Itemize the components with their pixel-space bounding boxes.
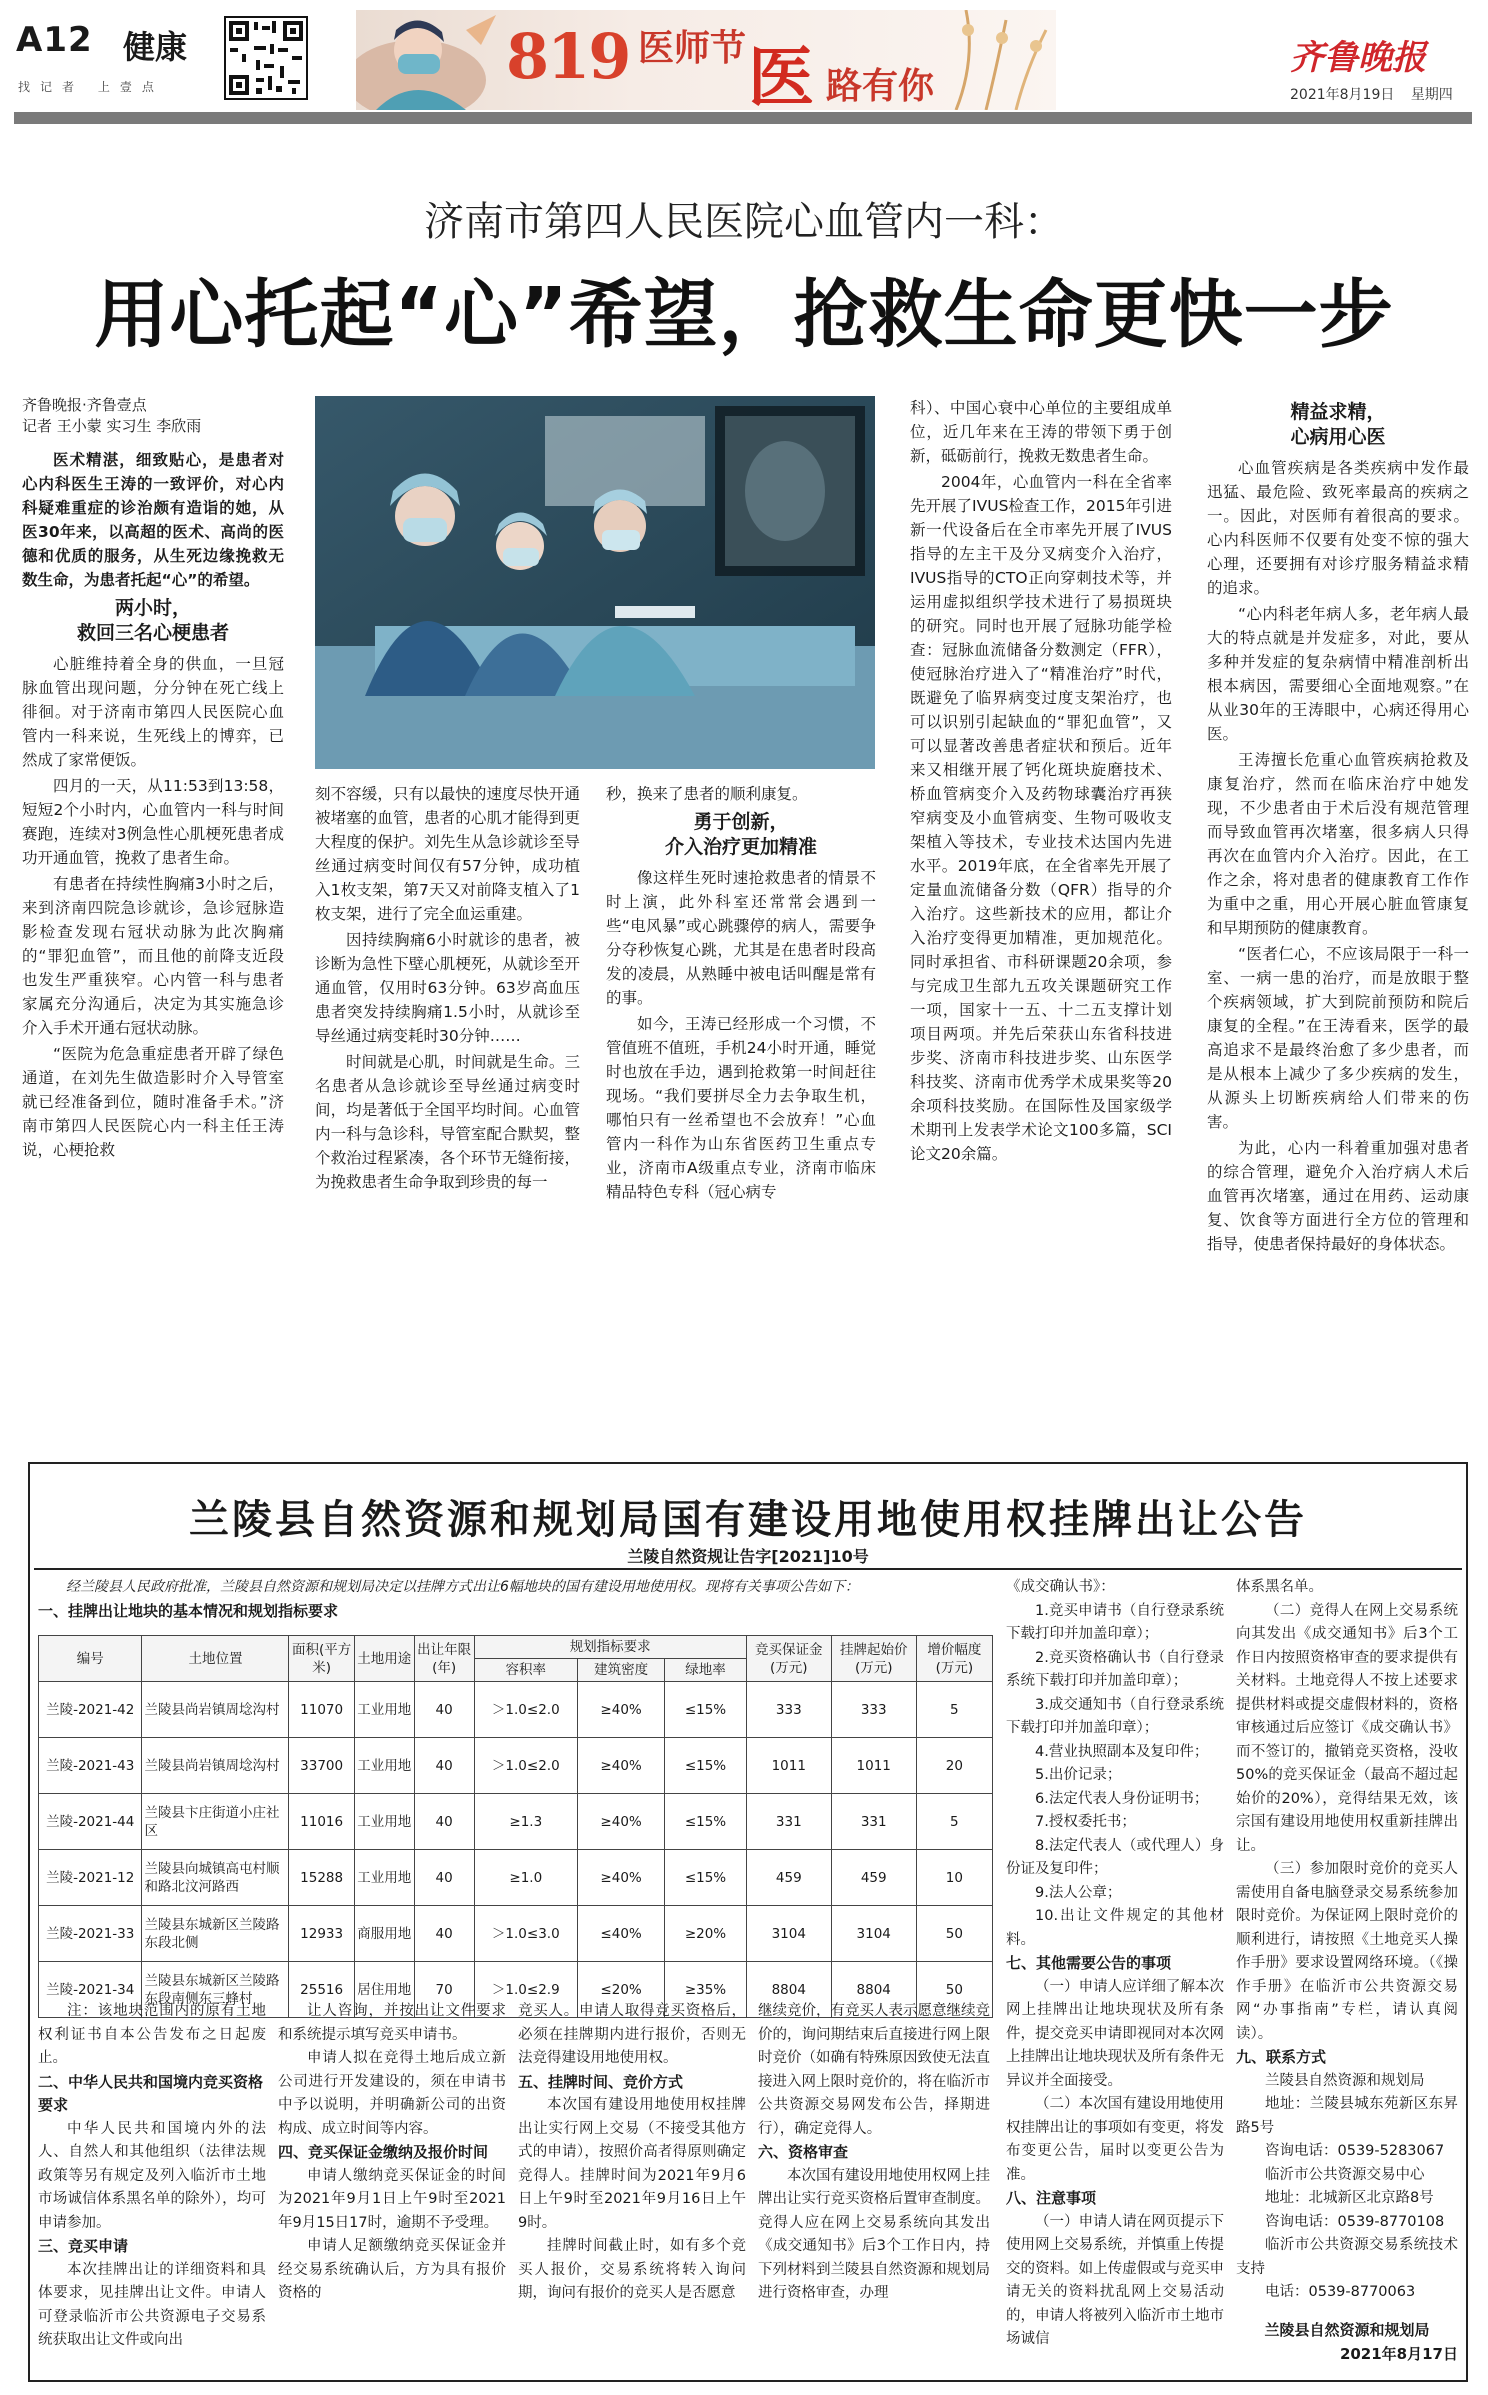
table-cell: 商服用地	[354, 1906, 414, 1962]
banner-text-doctor-day: 医师节	[638, 27, 747, 69]
ad-paragraph: 本次挂牌出让的详细资料和具体要求，见挂牌出让文件。申请人可登录临沂市公共资源电子交易系统获取出让文件或向出	[38, 2261, 266, 2348]
table-cell: ≥40%	[578, 1794, 665, 1850]
ad-paragraph: 本次国有建设用地使用权网上挂牌出让实行竞买资格后置审查制度。竞得人应在网上交易系统向其发出《成交通知书》后3个工作日内，持下列材料到兰陵县自然资源和规划局进行资格审查，办理	[758, 2167, 990, 2301]
byline	[22, 395, 292, 437]
table-cell: 10	[916, 1850, 992, 1906]
ad-paragraph: 申请人缴纳竞买保证金的时间为2021年9月1日上午9时至2021年9月15日17时，逾期不予受理。	[278, 2167, 506, 2231]
announcement-title: 兰陵县自然资源和规划局国有建设用地使用权挂牌出让公告	[189, 1497, 1307, 1543]
table-cell: 11016	[289, 1794, 354, 1850]
table-cell: 工业用地	[354, 1850, 414, 1906]
table-cell: 33700	[289, 1738, 354, 1794]
section1-heading: 一、挂牌出让地块的基本情况和规划指标要求	[38, 1601, 339, 1620]
table-cell: ≥20%	[665, 1906, 747, 1962]
table-cell: 331	[831, 1794, 916, 1850]
ad-paragraph: 6.法定代表人身份证明书；	[1035, 1790, 1209, 1807]
table-cell: 兰陵县尚岩镇周埝沟村	[142, 1682, 289, 1738]
table-cell: 8804	[831, 1962, 916, 2018]
ad-paragraph: 7.授权委托书；	[1035, 1814, 1136, 1830]
ad-paragraph: 2.竞买资格确认书（自行登录系统下载打印并加盖印章）；	[1006, 1649, 1224, 1689]
ad-heading: 二、中华人民共和国境内竞买资格要求	[38, 2072, 264, 2114]
table-cell: 40	[414, 1906, 474, 1962]
th-id: 编号	[39, 1636, 142, 1682]
th-deposit: 竞买保证金(万元)	[746, 1636, 831, 1682]
paragraph: 心血管疾病是各类疾病中发作最迅猛、最危险、致死率最高的疾病之一。因此，对医师有着很高的要求。心内科医师不仅要有处变不惊的强大心理，还要拥有对诊疗服务精益求精的追求。	[1207, 459, 1469, 597]
table-cell: ＞1.0≤2.0	[474, 1738, 577, 1794]
issue-date	[1290, 84, 1453, 104]
ad-paragraph: 8.法定代表人（或代理人）身份证及复印件；	[1006, 1837, 1224, 1877]
page-number: A12	[16, 20, 93, 60]
ad-paragraph: （三）参加限时竞价的竞买人需使用自备电脑登录交易系统参加限时竞价。为保证网上限时竞价的顺利进行，请按照《土地竞买人操作手册》要求设置网络环境。（《操作手册》在临沂市公共资源交易网“办事指南”专栏，请认真阅读）。	[1236, 1861, 1458, 2042]
ad-paragraph: 3.成交通知书（自行登录系统下载打印并加盖印章）；	[1006, 1696, 1224, 1736]
ad-paragraph: 让人咨询，并按出让文件要求和系统提示填写竞买申请书。	[278, 2003, 506, 2043]
table-cell: ≤40%	[578, 1906, 665, 1962]
th-area: 面积(平方米)	[289, 1636, 354, 1682]
issue-date-text: 2021年8月19日	[1290, 87, 1395, 103]
paragraph: 四月的一天，从11:53到13:58，短短2个小时内，心血管内一科与时间赛跑，连续对3例急性心肌梗死患者成功开通血管，挽救了患者生命。	[22, 777, 284, 867]
article-column-3	[606, 782, 876, 1447]
table-row	[39, 1682, 993, 1738]
table-row	[39, 1906, 993, 1962]
paragraph: 如今，王涛已经形成一个习惯，不管值班不值班，手机24小时开通，睡觉时也放在手边，遇到抢救第一时间赶往现场。“我们要拼尽全力去争取生机，哪怕只有一丝希望也不会放弃！”心血管内一科作为山东省医药卫生重点专业，济南市A级重点专业，济南市临床精品特色专科（冠心病专	[606, 1015, 876, 1201]
article-kicker: 济南市第四人民医院心血管内一科：	[424, 199, 1064, 245]
issue-weekday: 星期四	[1410, 87, 1453, 103]
signature-date: 2021年8月17日	[1339, 2345, 1458, 2363]
ad-paragraph: 地址：兰陵县城东苑新区东昇路5号	[1236, 2096, 1458, 2136]
paragraph: 刻不容缓，只有以最快的速度尽快开通被堵塞的血管，患者的心肌才能得到更大程度的保护。刘先生从急诊就诊至导丝通过病变时间仅有57分钟，成功植入1枚支架，第7天又对前降支植入了1枚支架，进行了完全血运重建。	[315, 785, 580, 923]
table-cell: 15288	[289, 1850, 354, 1906]
table-cell: 333	[746, 1682, 831, 1738]
article-column-5	[1207, 396, 1469, 1451]
table-row	[39, 1794, 993, 1850]
table-cell: 工业用地	[354, 1682, 414, 1738]
section-name: 健康	[123, 28, 188, 66]
table-cell: 40	[414, 1794, 474, 1850]
th-planning: 规划指标要求	[474, 1636, 746, 1659]
table-cell: 8804	[746, 1962, 831, 2018]
table-cell: ＞1.0≤2.0	[474, 1682, 577, 1738]
ad-paragraph: 挂牌时间截止时，如有多个竞买人报价，交易系统将转入询问期，询问有报价的竞买人是否愿意	[518, 2238, 746, 2301]
table-cell: 333	[831, 1682, 916, 1738]
ad-paragraph: 5.出价记录；	[1035, 1767, 1122, 1783]
paragraph: 像这样生死时速抢救患者的情景不时上演，此外科室还常常会遇到一些“电风暴”或心跳骤停的病人，需要争分夺秒恢复心跳，尤其是在患者时段高发的凌晨，从熟睡中被电话叫醒是常有的事。	[606, 869, 876, 1007]
ad-paragraph: （二）本次国有建设用地使用权挂牌出让的事项如有变更，将发布变更公告，届时以变更公告为准。	[1006, 2096, 1224, 2183]
table-cell: 3104	[831, 1906, 916, 1962]
table-cell: 5	[916, 1682, 992, 1738]
banner-text-with-you: 路有你	[826, 65, 935, 107]
table-cell: 331	[746, 1794, 831, 1850]
table-cell: ≥40%	[578, 1682, 665, 1738]
wheat-decoration-icon	[936, 10, 1056, 110]
article-column-1	[22, 448, 284, 1453]
subheading: 精益求精， 心病用心医	[1290, 401, 1386, 448]
ad-column-f	[1236, 1576, 1458, 2316]
table-cell: 工业用地	[354, 1738, 414, 1794]
subheading: 勇于创新， 介入治疗更加精准	[664, 811, 817, 858]
table-cell: 工业用地	[354, 1794, 414, 1850]
table-cell: ≥40%	[578, 1850, 665, 1906]
paragraph: 因持续胸痛6小时就诊的患者，被诊断为急性下壁心肌梗死，从就诊至开通血管，仅用时63分钟。63岁高血压患者突发持续胸痛1.5小时，从就诊至导丝通过病变耗时30分钟……	[315, 931, 580, 1045]
ad-paragraph: 咨询电话：0539-8770108	[1265, 2213, 1445, 2230]
ad-column-a	[38, 2000, 266, 2375]
ad-heading: 六、资格审查	[758, 2143, 849, 2161]
ad-column-e	[1006, 1576, 1224, 2376]
paragraph: 心脏维持着全身的供血，一旦冠脉血管出现问题，分分钟在死亡线上徘徊。对于济南市第四人民医院心血管内一科来说，生死线上的博弈，已然成了家常便饭。	[22, 655, 284, 769]
table-cell: 1011	[831, 1738, 916, 1794]
ad-paragraph: 9.法人公章；	[1035, 1884, 1122, 1901]
doctor-day-banner	[356, 10, 1056, 110]
header-slogan: 找记者 上壹点	[18, 80, 164, 94]
table-cell: 12933	[289, 1906, 354, 1962]
ad-paragraph: 咨询电话：0539-5283067	[1265, 2143, 1445, 2159]
table-row	[39, 1738, 993, 1794]
cath-lab-photo-icon	[315, 396, 875, 769]
table-cell: ≥1.3	[474, 1794, 577, 1850]
paragraph: “医院为危急重症患者开辟了绿色通道，在刘先生做造影时介入导管室就已经准备到位，随时准备手术。”济南市第四人民医院心内一科主任王涛说，心梗抢救	[22, 1045, 284, 1159]
banner-number: 819	[506, 20, 630, 93]
table-cell: 50	[916, 1906, 992, 1962]
table-cell: 兰陵-2021-34	[39, 1962, 142, 2018]
announcement-title-rule	[34, 1568, 1462, 1570]
paragraph: 科）、中国心衰中心单位的主要组成单位，近几年来在王涛的带领下勇于创新，砥砺前行，挽救无数患者生命。	[910, 399, 1172, 465]
ad-paragraph: 4.营业执照副本及复印件；	[1035, 1743, 1209, 1760]
announcement-intro-text: 经兰陵县人民政府批准，兰陵县自然资源和规划局决定以挂牌方式出让6幅地块的国有建设用地使用权。现将有关事项公告如下：	[66, 1579, 859, 1595]
th-density: 建筑密度	[578, 1659, 665, 1682]
table-cell: ≤15%	[665, 1682, 747, 1738]
table-cell: 40	[414, 1682, 474, 1738]
ad-paragraph: 竞买人。申请人取得竞买资格后，必须在挂牌期内进行报价，否则无法竞得建设用地使用权。	[518, 2003, 746, 2066]
newspaper-name: 齐鲁晚报	[1290, 38, 1426, 78]
ad-paragraph: （一）申请人应详细了解本次网上挂牌出让地块现状及所有条件，提交竞买申请即视同对本次网上挂牌出让地块现状及所有条件无异议并全面接受。	[1006, 1978, 1224, 2089]
table-cell: 459	[746, 1850, 831, 1906]
paragraph: 秒，换来了患者的顺利康复。	[606, 785, 808, 803]
th-start-price: 挂牌起始价(万元)	[831, 1636, 916, 1682]
th-far: 容积率	[474, 1659, 577, 1682]
table-cell: 40	[414, 1738, 474, 1794]
banner-big-character: 医	[748, 38, 814, 110]
table-cell: 11070	[289, 1682, 354, 1738]
table-cell: 70	[414, 1962, 474, 2018]
table-cell: 兰陵县卞庄街道小庄社区	[142, 1794, 289, 1850]
byline-source: 齐鲁晚报·齐鲁壹点	[22, 396, 147, 414]
table-cell: ＞1.0≤2.9	[474, 1962, 577, 2018]
table-cell: 20	[916, 1738, 992, 1794]
ad-paragraph: 申请人足额缴纳竞买保证金并经交易系统确认后，方为具有报价资格的	[278, 2238, 506, 2301]
table-cell: 兰陵-2021-42	[39, 1682, 142, 1738]
paragraph: “心内科老年病人多，老年病人最大的特点就是并发症多，对此，要从多种并发症的复杂病情中精准剖析出根本病因，需要细心全面地观察。”在从业30年的王涛眼中，心病还得用心医。	[1207, 605, 1469, 743]
ad-heading: 七、其他需要公告的事项	[1006, 1954, 1172, 1972]
table-cell: 25516	[289, 1962, 354, 2018]
table-cell: 兰陵县尚岩镇周埝沟村	[142, 1738, 289, 1794]
article-photo	[315, 396, 875, 769]
announcement-doc-number: 兰陵自然资规让告字[2021]10号	[627, 1547, 869, 1566]
table-cell: 40	[414, 1850, 474, 1906]
ad-heading: 九、联系方式	[1236, 2048, 1327, 2066]
ad-column-d	[758, 2000, 990, 2375]
table-header-row	[39, 1636, 993, 1659]
lead-paragraph: 医术精湛，细致贴心，是患者对心内科医生王涛的一致评价，对心内科疑难重症的诊治颇有造诣的她，从医30年来，以高超的医术、高尚的医德和优质的服务，从生死边缘挽救无数生命，为患者托起“心”的希望。	[22, 451, 284, 589]
table-cell: 兰陵-2021-33	[39, 1906, 142, 1962]
table-cell: ≥40%	[578, 1738, 665, 1794]
table-cell: ≥35%	[665, 1962, 747, 2018]
signature-org: 兰陵县自然资源和规划局	[1264, 2321, 1430, 2339]
ad-heading: 八、注意事项	[1006, 2189, 1097, 2207]
ad-paragraph: 《成交确认书》：	[1006, 1579, 1115, 1595]
table-cell: 50	[916, 1962, 992, 2018]
byline-reporters: 记者 王小蒙 实习生 李欣雨	[22, 417, 202, 435]
qr-code[interactable]	[224, 16, 308, 100]
paragraph: 有患者在持续性胸痛3小时之后，来到济南四院急诊就诊，急诊冠脉造影检查发现右冠状动脉为此次胸痛的“罪犯血管”，而且他的前降支近段也发生严重狭窄。心内管一科与患者家属充分沟通后，决定为其实施急诊介入手术开通右冠状动脉。	[22, 875, 284, 1037]
th-location: 土地位置	[142, 1636, 289, 1682]
ad-paragraph: 继续竞价，有竞买人表示愿意继续竞价的，询问期结束后直接进行网上限时竞价（如确有特殊原因致使无法直接进入网上限时竞价的，将在临沂市公共资源交易网发布公告，择期进行），确定竞得人。	[758, 2003, 990, 2137]
table-row	[39, 1850, 993, 1906]
ad-paragraph: 临沂市公共资源交易系统技术支持	[1236, 2237, 1458, 2277]
ad-heading: 五、挂牌时间、竞价方式	[518, 2072, 684, 2091]
ad-paragraph: 10.出让文件规定的其他材料。	[1006, 1908, 1224, 1948]
th-use: 土地用途	[354, 1636, 414, 1682]
ad-column-b	[278, 2000, 506, 2375]
paragraph: 2004年，心血管内一科在全省率先开展了IVUS检查工作，2015年引进新一代设备后在全市率先开展了IVUS指导的左主干及分叉病变介入治疗，IVUS指导的CTO正向穿刺技术等，并运用虚拟组织学技术进行了易损斑块的研究。同时也开展了冠脉功能学检查：冠脉血流储备分数测定（FFR），使冠脉治疗进入了“精准治疗”时代，既避免了临界病变过度支架治疗，也可以识别引起缺血的“罪犯血管”，又可以显著改善患者症状和预后。近年来又相继开展了钙化斑块旋磨技术、桥血管病变介入及药物球囊治疗再狭窄病变及小血管病变、生物可吸收支架植入等技术，专业技术达国内先进水平。2019年底，在全省率先开展了定量血流储备分数（QFR）指导的介入治疗。这些新技术的应用，都让介入治疗变得更加精准，更加规范化。同时承担省、市科研课题20余项，参与完成卫生部九五攻关课题研究工作一项，国家十一五、十二五支撑计划项目两项。并先后荣获山东省科技进步奖、济南市科技进步奖、山东医学科技奖、济南市优秀学术成果奖等20余项科技奖励。在国际性及国家级学术期刊上发表学术论文100多篇，SCI论文20余篇。	[910, 473, 1172, 1163]
header-rule	[14, 112, 1472, 124]
table-cell: 兰陵县东城新区兰陵路东段北侧	[142, 1906, 289, 1962]
ad-heading: 四、竞买保证金缴纳及报价时间	[278, 2143, 489, 2161]
article-column-2	[315, 782, 580, 1447]
table-cell: 兰陵-2021-43	[39, 1738, 142, 1794]
announcement-signature	[1236, 2318, 1458, 2366]
ad-paragraph: 地址：北城新区北京路8号	[1265, 2190, 1434, 2206]
table-cell: 459	[831, 1850, 916, 1906]
table-cell: ≤15%	[665, 1738, 747, 1794]
ad-paragraph: 注：该地块范围内的原有土地权利证书自本公告发布之日起废止。	[38, 2003, 266, 2066]
article-headline: 用心托起“心”希望，抢救生命更快一步	[94, 272, 1394, 358]
ad-paragraph: 本次国有建设用地使用权挂牌出让实行网上交易（不接受其他方式的申请），按照价高者得原则确定竞得人。挂牌时间为2021年9月6日上午9时至2021年9月16日上午9时。	[518, 2097, 746, 2231]
ad-paragraph: 中华人民共和国境内外的法人、自然人和其他组织（法律法规政策等另有规定及列入临沂市土地市场诚信体系黑名单的除外），均可申请参加。	[38, 2120, 266, 2231]
ad-paragraph: （一）申请人请在网页提示下使用网上交易系统，并慎重上传提交的资料。如上传虚假或与竞买申请无关的资料扰乱网上交易活动的，申请人将被列入临沂市土地市场诚信	[1006, 2213, 1224, 2347]
th-increment: 增价幅度(万元)	[916, 1636, 992, 1682]
ad-paragraph: 体系黑名单。	[1236, 1579, 1323, 1595]
table-cell: 兰陵-2021-44	[39, 1794, 142, 1850]
announcement-intro	[38, 1576, 998, 1623]
table-cell: 1011	[746, 1738, 831, 1794]
paragraph: 时间就是心肌，时间就是生命。三名患者从急诊就诊至导丝通过病变时间，均是著低于全国平均时间。心血管内一科与急诊科，导管室配合默契，整个救治过程紧凑，各个环节无缝衔接，为挽救患者生命争取到珍贵的每一	[315, 1053, 580, 1191]
th-green: 绿地率	[665, 1659, 747, 1682]
ad-column-c	[518, 2000, 746, 2375]
land-plots-table	[38, 1635, 993, 2018]
subheading: 两小时， 救回三名心梗患者	[76, 597, 229, 644]
ad-paragraph: 电话：0539-8770063	[1265, 2284, 1416, 2300]
article-column-4	[910, 396, 1172, 1451]
paragraph: 为此，心内一科着重加强对患者的综合管理，避免介入治疗病人术后血管再次堵塞，通过在用药、运动康复、饮食等方面进行全方位的管理和指导，使患者保持最好的身体状态。	[1207, 1139, 1469, 1253]
table-cell: 居住用地	[354, 1962, 414, 2018]
ad-paragraph: （二）竞得人在网上交易系统向其发出《成交通知书》后3个工作日内按照资格审查的要求提供有关材料。土地竞得人不按上述要求提供材料或提交虚假材料的，资格审核通过后应签订《成交确认书》而不签订的，撤销竞买资格，没收50%的竞买保证金（最高不超过起始价的20%），竞得结果无效，该宗国有建设用地使用权重新挂牌出让。	[1236, 1602, 1458, 1854]
table-cell: 5	[916, 1794, 992, 1850]
table-cell: ＞1.0≤3.0	[474, 1906, 577, 1962]
paragraph: “医者仁心，不应该局限于一科一室、一病一患的治疗，而是放眼于整个疾病领域，扩大到院前预防和院后康复的全程。”在王涛看来，医学的最高追求不是最终治愈了多少患者，而是从根本上减少了多少疾病的发生，从源头上切断疾病给人们带来的伤害。	[1207, 945, 1469, 1131]
table-cell: 兰陵县向城镇高屯村顺和路北汶河路西	[142, 1850, 289, 1906]
table-cell: ≥1.0	[474, 1850, 577, 1906]
table-cell: 兰陵县东城新区兰陵路东段南侧东三蜂村	[142, 1962, 289, 2018]
ad-paragraph: 1.竞买申请书（自行登录系统下载打印并加盖印章）；	[1006, 1602, 1224, 1642]
ad-paragraph: 临沂市公共资源交易中心	[1265, 2166, 1425, 2183]
doctor-illustration-icon	[356, 10, 506, 110]
ad-paragraph: 申请人拟在竞得土地后成立新公司进行开发建设的，须在申请书中予以说明，并明确新公司的出资构成、成立时间等内容。	[278, 2050, 506, 2137]
table-cell: 兰陵-2021-12	[39, 1850, 142, 1906]
ad-heading: 三、竞买申请	[38, 2237, 129, 2255]
table-cell: ≤20%	[578, 1962, 665, 2018]
table-cell: 3104	[746, 1906, 831, 1962]
paragraph: 王涛擅长危重心血管疾病抢救及康复治疗，然而在临床治疗中她发现，不少患者由于术后没有规范管理而导致血管再次堵塞，很多病人只得再次在血管内介入治疗。因此，在工作之余，将对患者的健康教育工作作为重中之重，用心开展心脏血管康复和早期预防的健康教育。	[1207, 751, 1469, 937]
table-cell: ≤15%	[665, 1794, 747, 1850]
table-cell: ≤15%	[665, 1850, 747, 1906]
ad-paragraph: 兰陵县自然资源和规划局	[1265, 2072, 1425, 2089]
th-term: 出让年限(年)	[414, 1636, 474, 1682]
